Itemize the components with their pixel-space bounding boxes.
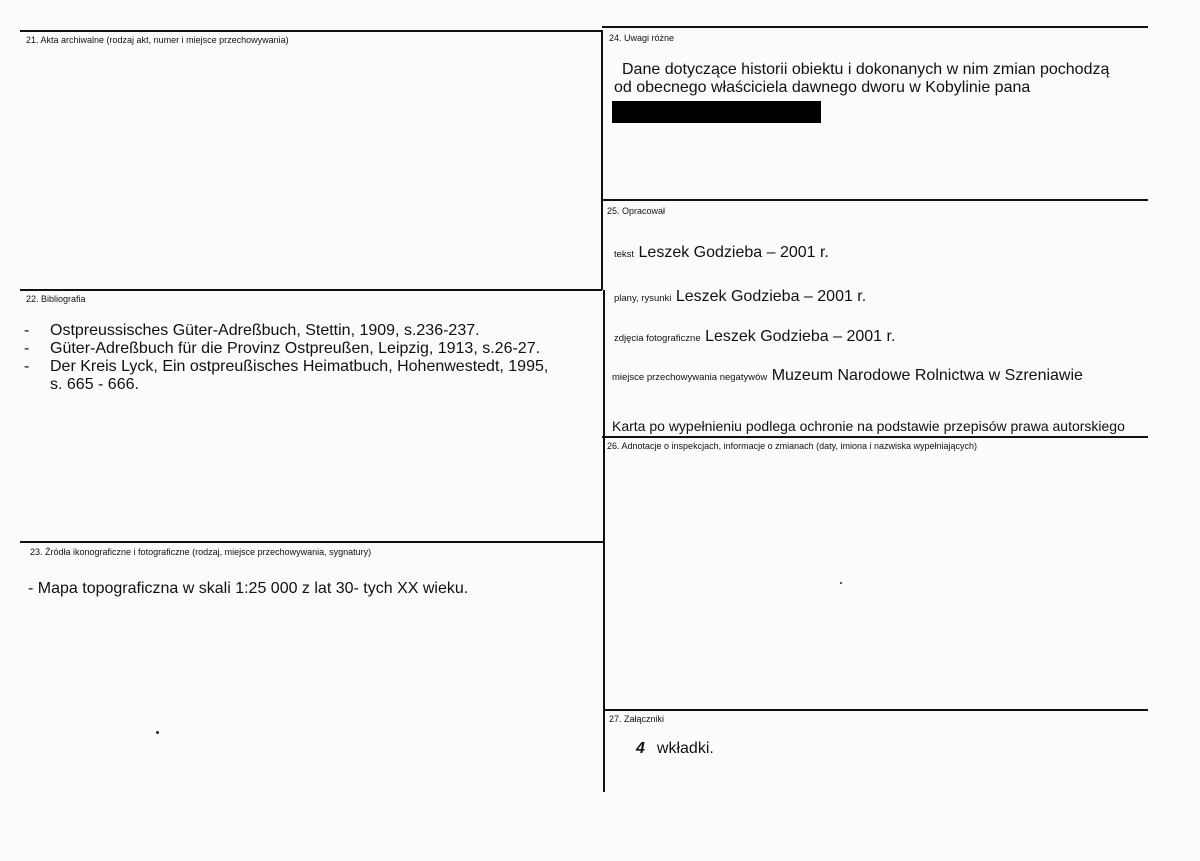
- iconographic-source-text: - Mapa topograficzna w skali 1:25 000 z lat 30- tych XX wieku.: [28, 580, 469, 597]
- bibliography-item: [24, 322, 548, 340]
- author-photos-label: zdjęcia fotograficzne: [614, 333, 701, 344]
- center-divider-upper: [601, 30, 603, 290]
- remarks-line-2: od obecnego właściciela dawnego dworu w Kobylinie pana: [614, 79, 1031, 96]
- negatives-storage-label: miejsce przechowywania negatywów: [612, 372, 768, 383]
- author-plans-value: Leszek Godzieba – 2001 r.: [675, 288, 867, 305]
- bibliography-list: [24, 322, 548, 394]
- author-text-label: tekst: [614, 249, 635, 260]
- top-rule-left: [20, 30, 602, 32]
- author-plans-row: [614, 288, 866, 306]
- section-27-label: 27. Załączniki: [609, 714, 665, 724]
- scan-speck: [840, 582, 842, 584]
- list-dash: -: [24, 322, 30, 339]
- copyright-note: Karta po wypełnieniu podlega ochronie na podstawie przepisów prawa autorskiego: [612, 418, 1125, 434]
- rule-s25-s26: [602, 436, 1148, 438]
- section-26-label: 26. Adnotacje o inspekcjach, informacje o zmianach (daty, imiona i nazwiska wypełniających): [607, 441, 978, 451]
- attachments-text: wkładki.: [656, 740, 714, 757]
- author-photos-row: [614, 328, 895, 346]
- bibliography-text: Ostpreussisches Güter-Adreßbuch, Stettin, 1909, s.236-237.: [50, 322, 480, 339]
- bibliography-text: Güter-Adreßbuch für die Provinz Ostpreußen, Leipzig, 1913, s.26-27.: [50, 340, 541, 357]
- bibliography-item: [24, 358, 548, 394]
- author-text-value: Leszek Godzieba – 2001 r.: [638, 244, 829, 261]
- negatives-storage-value: Muzeum Narodowe Rolnictwa w Szreniawie: [771, 367, 1083, 384]
- bibliography-text-continued: s. 665 - 666.: [50, 376, 139, 393]
- list-dash: -: [24, 340, 30, 357]
- author-plans-label: plany, rysunki: [614, 293, 672, 304]
- negatives-storage-row: [612, 367, 1083, 385]
- rule-s22-s23: [20, 541, 604, 543]
- section-25-label: 25. Opracował: [607, 206, 666, 216]
- attachments-row: [636, 740, 714, 758]
- redaction-bar: [612, 101, 821, 123]
- author-photos-value: Leszek Godzieba – 2001 r.: [705, 328, 896, 345]
- section-24-label: 24. Uwagi różne: [609, 33, 675, 43]
- rule-s21-s22: [20, 289, 602, 291]
- scan-speck: [156, 731, 159, 734]
- top-rule-right: [602, 26, 1148, 28]
- bibliography-item: [24, 340, 548, 358]
- remarks-line-1: Dane dotyczące historii obiektu i dokonanych w nim zmian pochodzą: [622, 61, 1110, 78]
- bibliography-text: Der Kreis Lyck, Ein ostpreußisches Heimatbuch, Hohenwestedt, 1995,: [50, 358, 549, 375]
- author-text-row: [614, 244, 829, 262]
- section-21-label: 21. Akta archiwalne (rodzaj akt, numer i miejsce przechowywania): [26, 35, 289, 45]
- list-dash: -: [24, 358, 30, 375]
- attachments-count: 4: [636, 740, 645, 757]
- rule-s26-s27: [604, 709, 1148, 711]
- section-23-label: 23. Źródła ikonograficzne i fotograficzne (rodzaj, miejsce przechowywania, sygnatury): [30, 547, 372, 557]
- rule-s24-s25: [602, 199, 1148, 201]
- section-22-label: 22. Bibliografia: [26, 294, 86, 304]
